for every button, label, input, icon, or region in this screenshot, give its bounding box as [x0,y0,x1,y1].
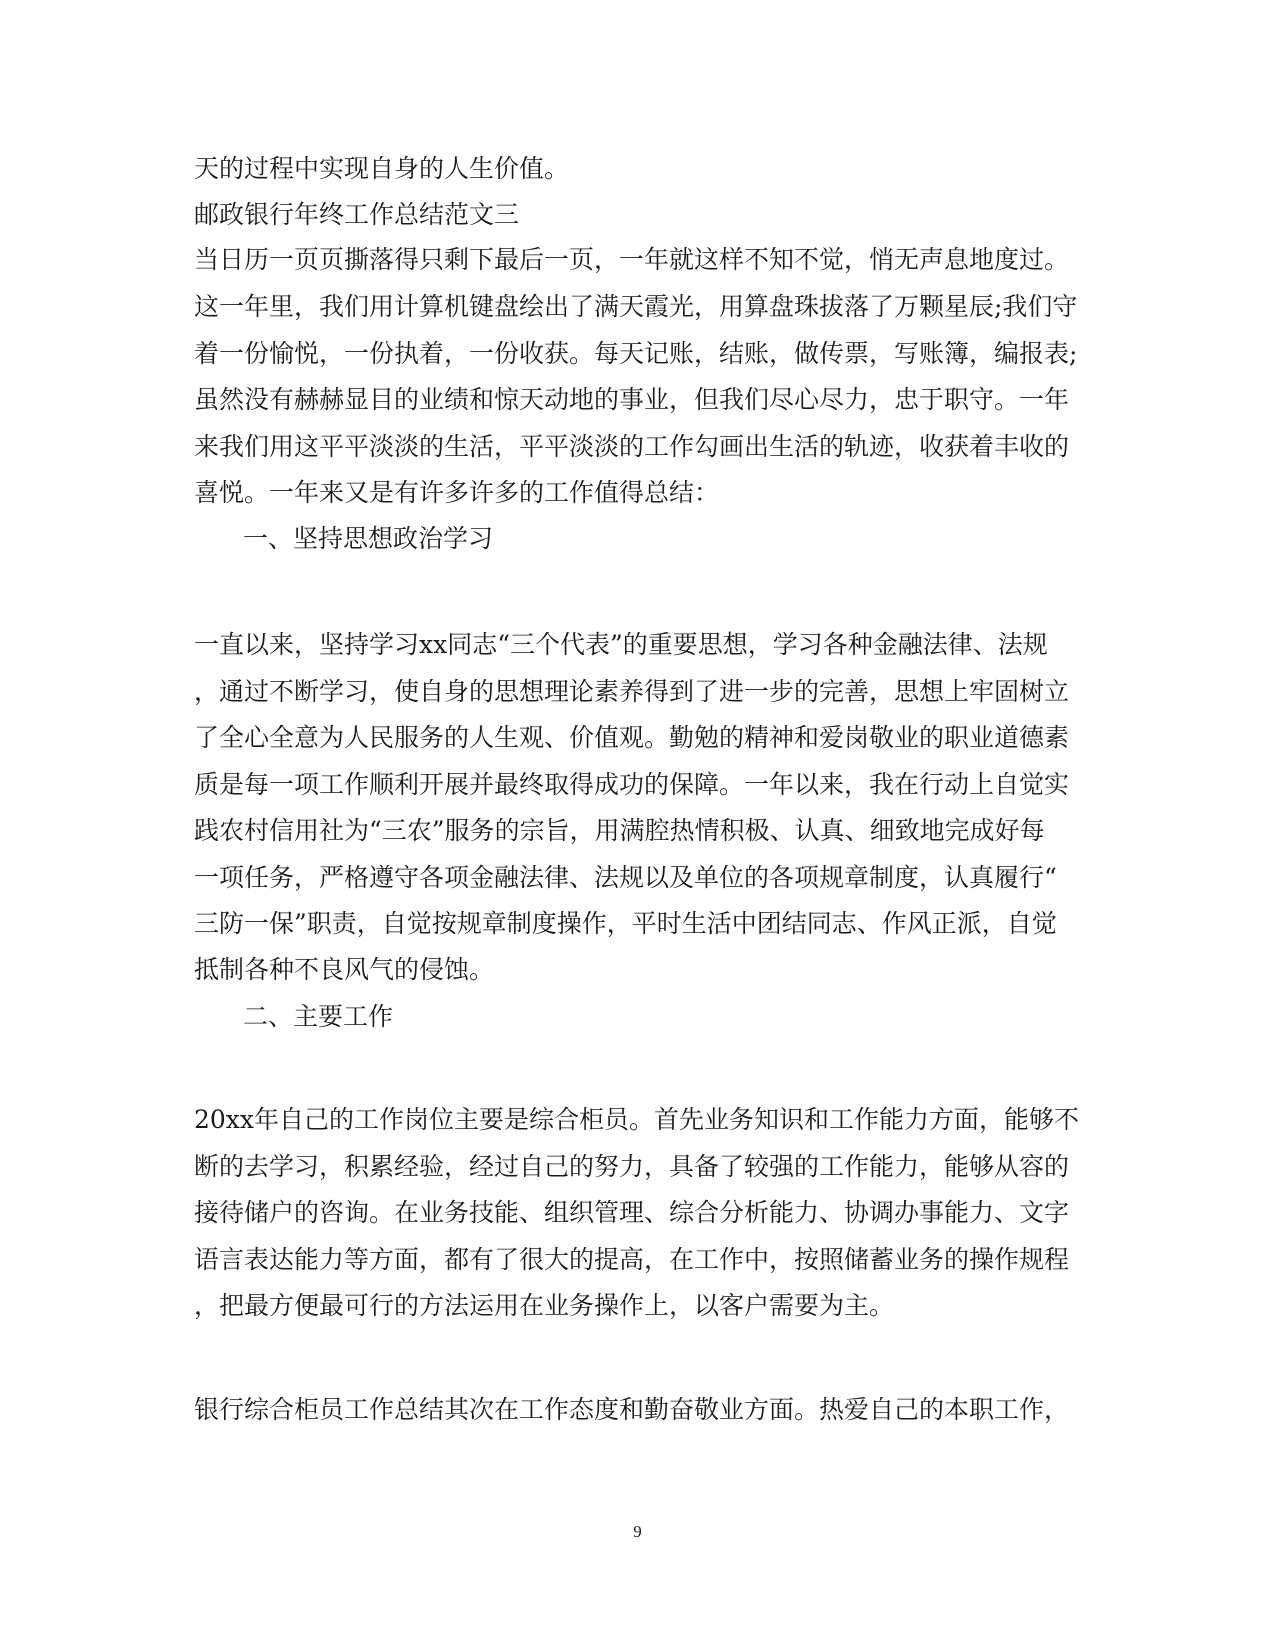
text-line: 着一份愉悦，一份执着，一份收获。每天记账，结账，做传票，写账簿，编报表; [194,339,1078,368]
text-line: 抵制各种不良风气的侵蚀。 [194,955,495,984]
text-line: 当日历一页页撕落得只剩下最后一页，一年就这样不知不觉，悄无声息地度过。 [194,245,1070,274]
text-line: 一直以来，坚持学习xx同志“三个代表”的重要思想，学习各种金融法律、法规 [194,630,1048,659]
text-line: 虽然没有赫赫显目的业绩和惊天动地的事业，但我们尽心尽力，忠于职守。一年 [194,385,1070,414]
text-line: 质是每一项工作顺利开展并最终取得成功的保障。一年以来，我在行动上自觉实 [194,770,1070,799]
text-line: 一项任务，严格遵守各项金融法律、法规以及单位的各项规章制度，认真履行“ [194,863,1057,892]
text-line: 这一年里，我们用计算机键盘绘出了满天霞光，用算盘珠拔落了万颗星辰;我们守 [194,292,1078,321]
text-line: 践农村信用社为“三农”服务的宗旨，用满腔热情积极、认真、细致地完成好每 [194,816,1045,845]
page-number: 9 [633,1522,642,1541]
text-line: ，把最方便最可行的方法运用在业务操作上，以客户需要为主。 [194,1291,895,1320]
text-line: 断的去学习，积累经验，经过自己的努力，具备了较强的工作能力，能够从容的 [194,1152,1070,1181]
text-line: 了全心全意为人民服务的人生观、价值观。勤勉的精神和爱岗敬业的职业道德素 [194,723,1070,752]
text-line: 接待储户的咨询。在业务技能、组织管理、综合分析能力、协调办事能力、文字 [194,1198,1070,1227]
text-line: 20xx年自己的工作岗位主要是综合柜员。首先业务知识和工作能力方面，能够不 [194,1105,1080,1134]
section-title: 邮政银行年终工作总结范文三 [194,200,520,229]
heading-2: 二、主要工作 [243,1002,394,1031]
text-line: 银行综合柜员工作总结其次在工作态度和勤奋敬业方面。热爱自己的本职工作， [194,1395,1070,1424]
text-line: 三防一保”职责，自觉按规章制度操作，平时生活中团结同志、作风正派，自觉 [194,909,1057,938]
text-line: 来我们用这平平淡淡的生活，平平淡淡的工作勾画出生活的轨迹，收获着丰收的 [194,432,1070,461]
heading-1: 一、坚持思想政治学习 [243,524,494,553]
text-line: 语言表达能力等方面，都有了很大的提高，在工作中，按照储蓄业务的操作规程 [194,1245,1070,1274]
text-line: ，通过不断学习，使自身的思想理论素养得到了进一步的完善，思想上牢固树立 [194,677,1070,706]
text-line: 喜悦。一年来又是有许多许多的工作值得总结： [194,478,720,507]
text-line: 天的过程中实现自身的人生价值。 [194,154,570,183]
